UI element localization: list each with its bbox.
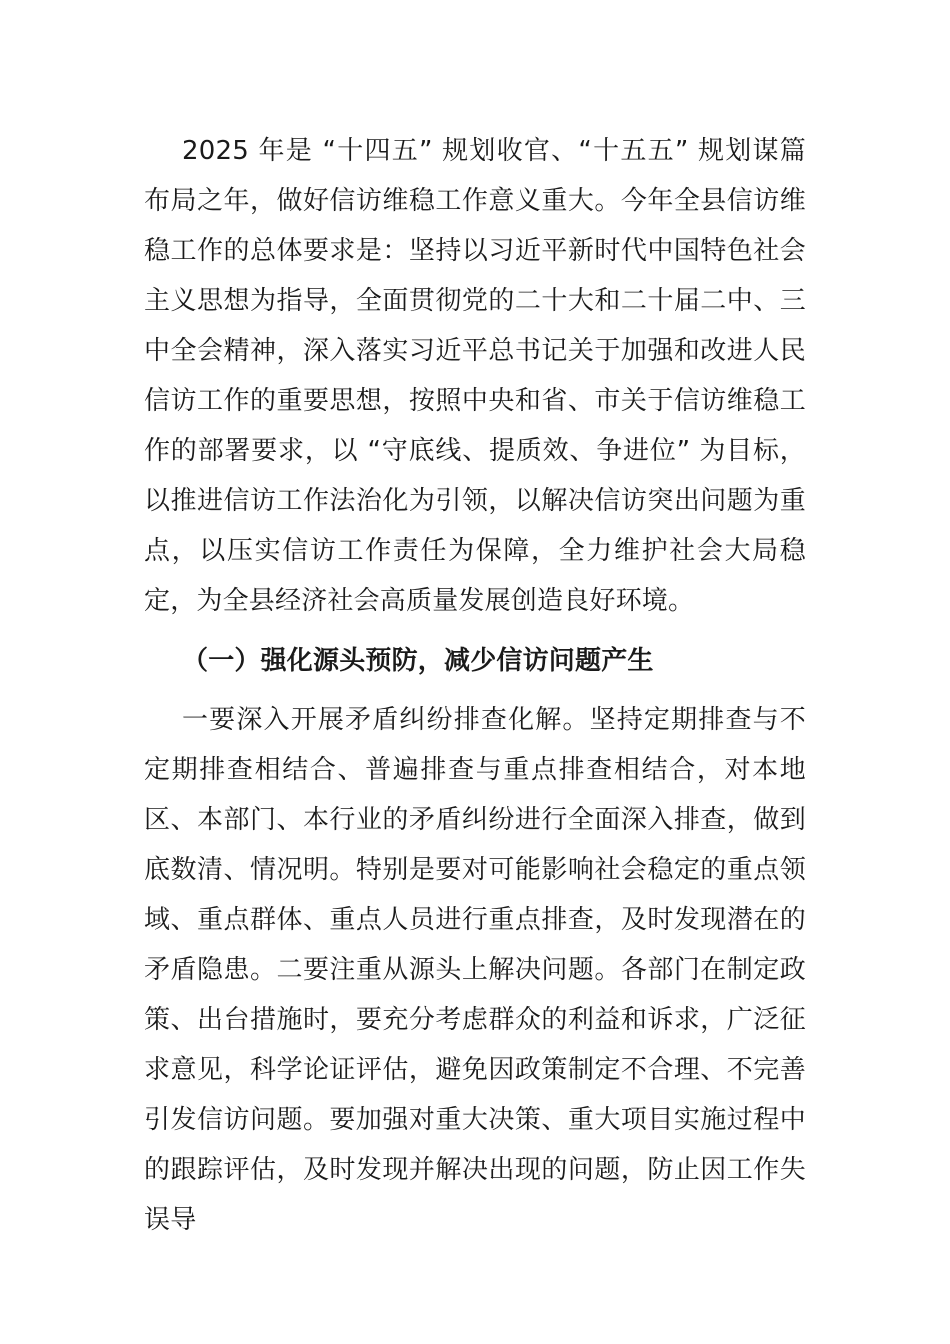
body-paragraph: 一要深入开展矛盾纠纷排查化解。坚持定期排查与不定期排查相结合、普遍排查与重点排查相结合，对本地区、本部门、本行业的矛盾纠纷进行全面深入排查，做到底数清、情况明。特别是要对可能影响社会稳定的重点领域、重点群体、重点人员进行重点排查，及时发现潜在的矛盾隐患。二要注重从源头上解决问题。各部门在制定政策、出台措施时，要充分考虑群众的利益和诉求，广泛征求意见，科学论证评估，避免因政策制定不合理、不完善引发信访问题。要加强对重大决策、重大项目实施过程中的跟踪评估，及时发现并解决出现的问题，防止因工作失误导 (144, 705, 806, 1235)
section-heading: （一）强化源头预防，减少信访问题产生 (182, 646, 654, 676)
document-body (144, 126, 806, 1245)
intro-paragraph: 2025 年是 “十四五” 规划收官、“十五五” 规划谋篇布局之年，做好信访维稳工作意义重大。今年全县信访维稳工作的总体要求是：坚持以习近平新时代中国特色社会主义思想为指导，全面贯彻党的二十大和二十届二中、三中全会精神，深入落实习近平总书记关于加强和改进人民信访工作的重要思想，按照中央和省、市关于信访维稳工作的部署要求，以 “守底线、提质效、争进位” 为目标，以推进信访工作法治化为引领，以解决信访突出问题为重点，以压实信访工作责任为保障，全力维护社会大局稳定，为全县经济社会高质量发展创造良好环境。 (144, 136, 806, 616)
